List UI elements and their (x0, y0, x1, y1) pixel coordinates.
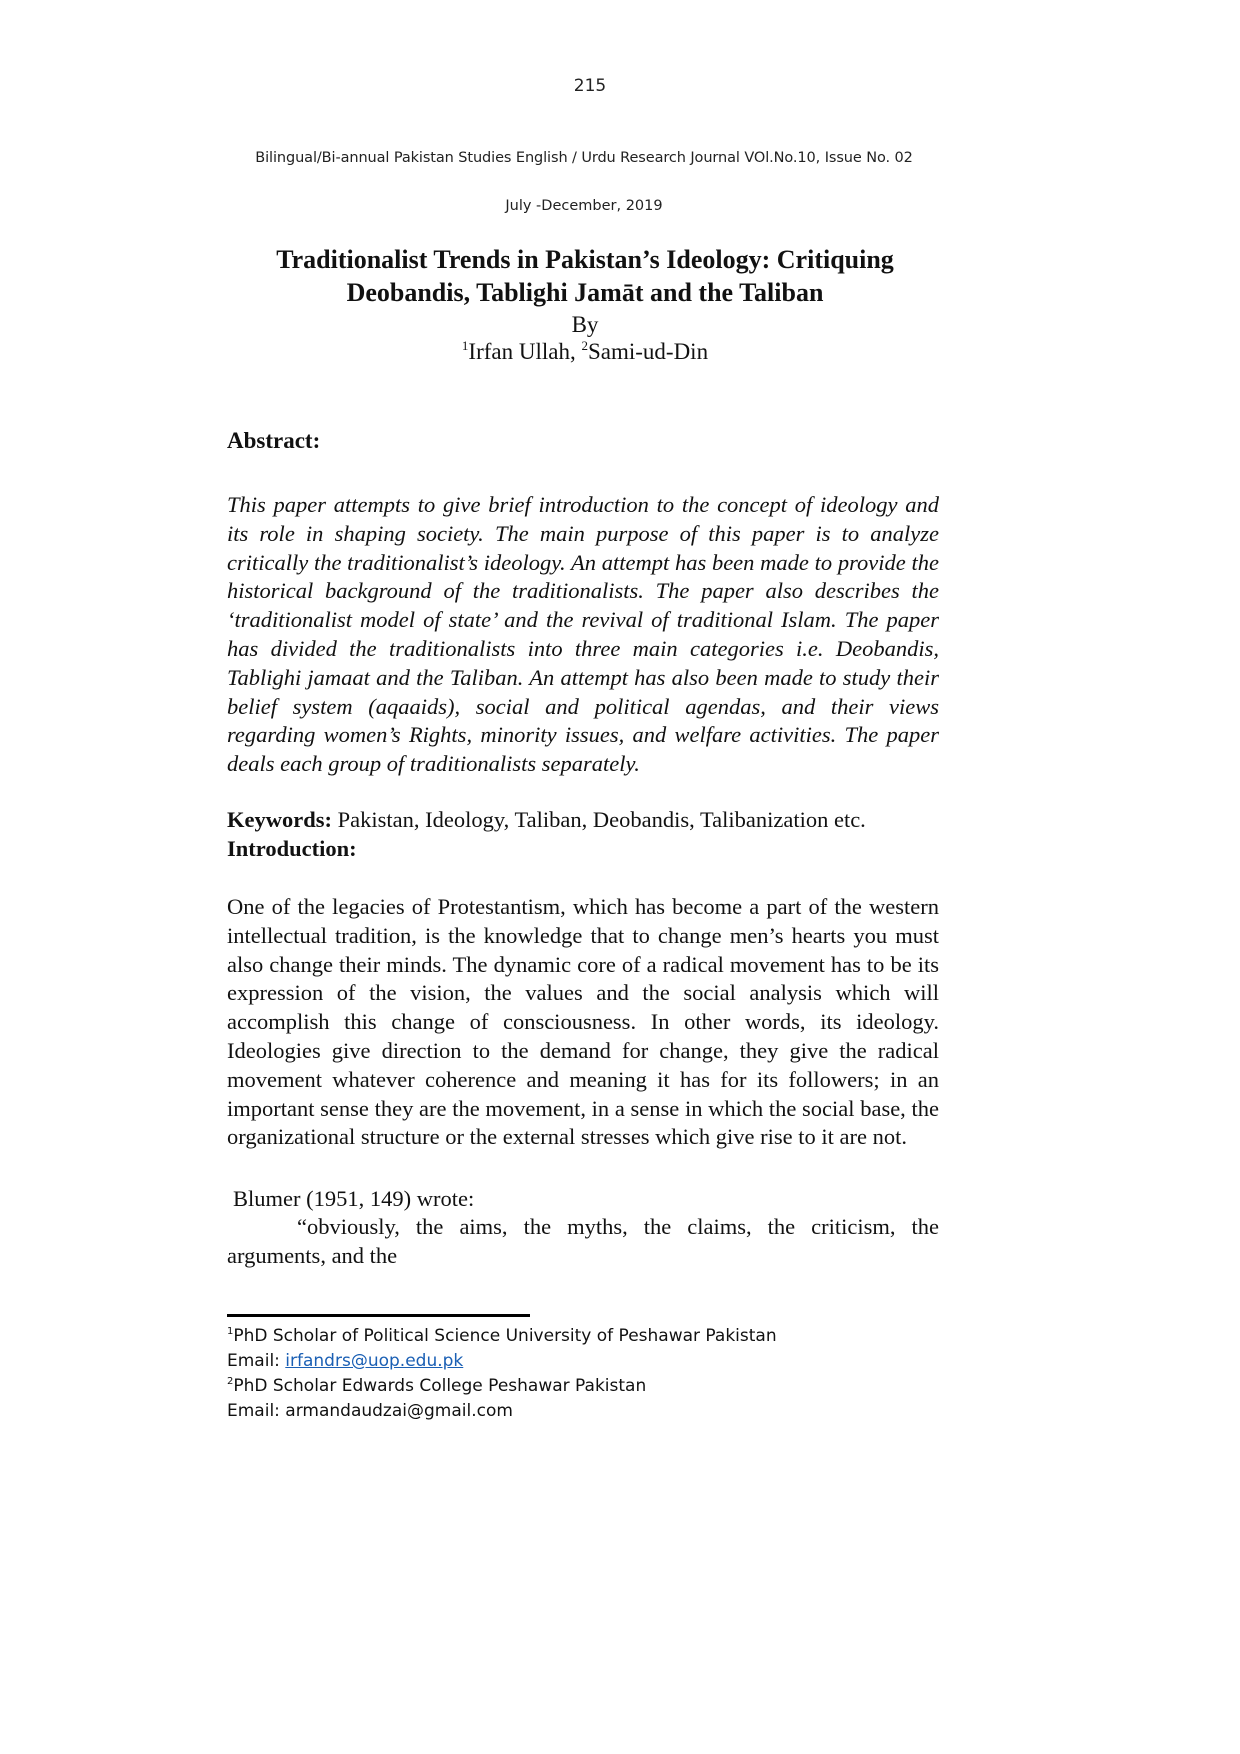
byline: By (571, 312, 599, 337)
abstract-text: This paper attempts to give brief introduction to the concept of ideology and its role in shaping society. The main purpose of this paper is to analyze critically the traditionalist’s ideology. An attempt has been made to provide the historical background of the traditionalists. The paper also describes the ‘traditionalist model of state’ and the revival of traditional Islam. The paper has divided the traditionalists into three main categories i.e. Deobandis, Tablighi jamaat and the Taliban. An attempt has also been made to study their belief system (aqaaids), social and political agendas, and their views regarding women’s Rights, minority issues, and welfare activities. The paper deals each group of traditionalists separately. (227, 492, 939, 777)
author-1-footnote-marker: 1 (461, 338, 469, 353)
email-label: Email: (227, 1351, 286, 1371)
footnote-2-email (227, 1399, 513, 1424)
footnote-2-marker: 2 (227, 1376, 234, 1387)
article-title (215, 243, 955, 309)
footnote-1-text: PhD Scholar of Political Science University of Peshawar Pakistan (233, 1326, 777, 1346)
keywords-line (227, 806, 939, 835)
abstract-heading: Abstract: (227, 428, 321, 453)
footnote-2-text: PhD Scholar Edwards College Peshawar Pakistan (233, 1376, 647, 1396)
introduction-paragraph: One of the legacies of Protestantism, which has become a part of the western intellectual tradition, is the knowledge that to change men’s hearts you must also change their minds. The dynamic core of a radical movement has to be its expression of the vision, the values and the social analysis which will accomplish this change of consciousness. In other words, its ideology. Ideologies give direction to the demand for change, they give the radical movement whatever coherence and meaning it has for its followers; in an important sense they are the movement, in a sense in which the social base, the organizational structure or the external stresses which give rise to it are not. (227, 894, 939, 1150)
journal-header: Bilingual/Bi-annual Pakistan Studies English / Urdu Research Journal VOl.No.10, Issue No. 02 (255, 150, 913, 166)
title-line-1: Traditionalist Trends in Pakistan’s Ideology: Critiquing (276, 245, 894, 274)
block-quote: “obviously, the aims, the myths, the claims, the criticism, the arguments, and the (227, 1214, 939, 1268)
author-2-footnote-marker: 2 (581, 338, 588, 353)
keywords-label: Keywords: (227, 807, 332, 832)
title-line-2: Deobandis, Tablighi Jamāt and the Taliban (346, 278, 824, 307)
footnote-1-email (227, 1349, 463, 1374)
footnote-1-marker: 1 (227, 1326, 234, 1337)
page-number: 215 (573, 76, 607, 96)
footnote-2 (227, 1374, 646, 1399)
author-2-email: armandaudzai@gmail.com (285, 1401, 513, 1421)
footnote-separator (227, 1314, 530, 1317)
introduction-heading: Introduction: (227, 836, 357, 861)
keywords-text: Pakistan, Ideology, Taliban, Deobandis, Talibanization etc. (332, 807, 866, 832)
citation-line: Blumer (1951, 149) wrote: (233, 1186, 475, 1211)
author-1-email-link[interactable]: irfandrs@uop.edu.pk (285, 1351, 464, 1371)
footnote-1 (227, 1324, 777, 1349)
author-1-name: Irfan Ullah, (468, 339, 576, 364)
issue-date: July -December, 2019 (505, 198, 663, 214)
author-list (215, 338, 955, 366)
author-2-name: Sami-ud-Din (587, 339, 709, 364)
email-label: Email: (227, 1401, 286, 1421)
